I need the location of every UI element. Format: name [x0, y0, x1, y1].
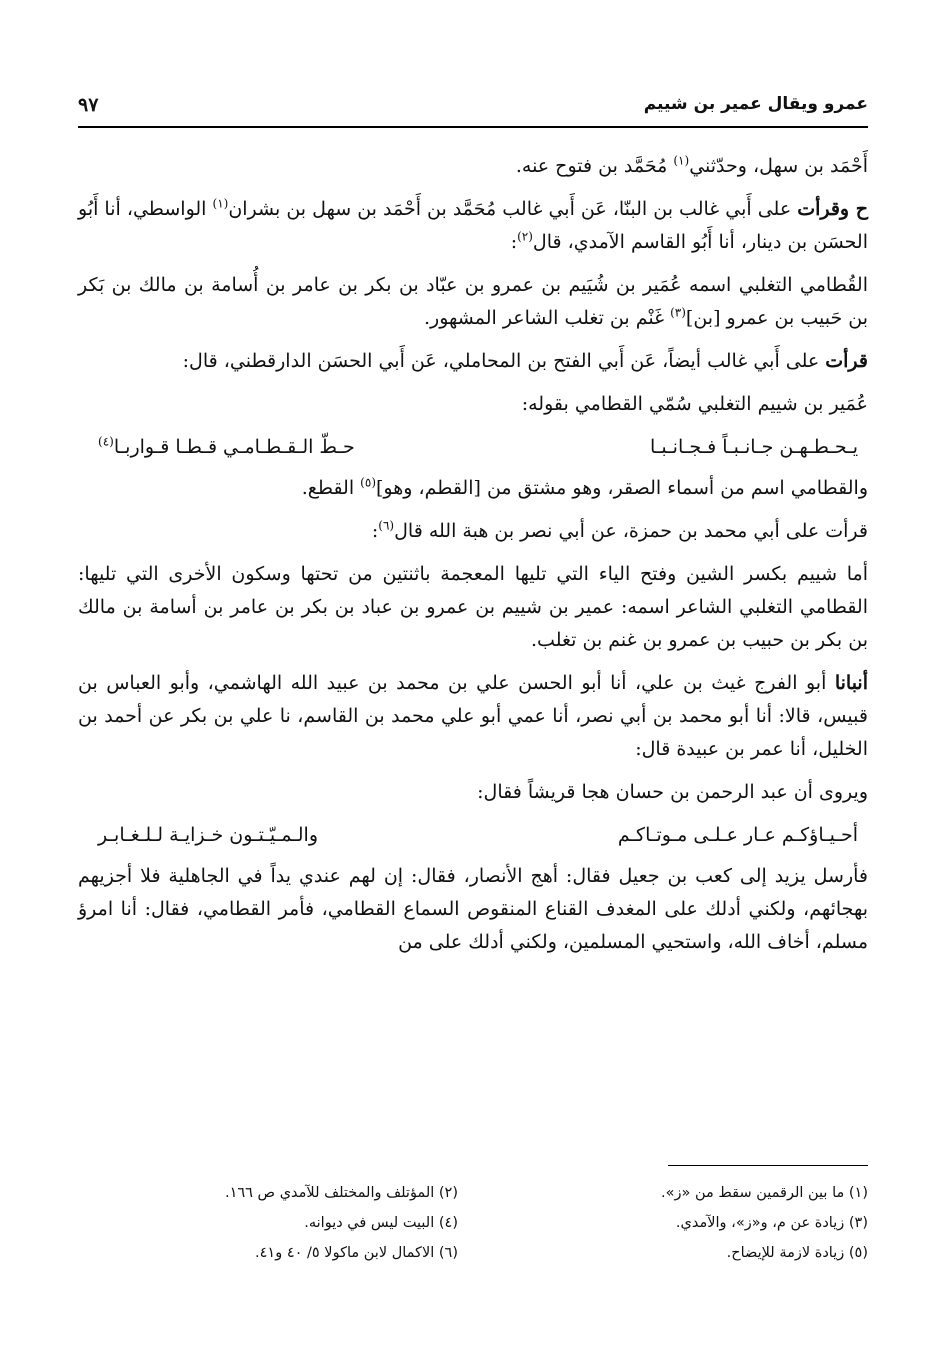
footnote-divider: [668, 1165, 868, 1166]
paragraph-6: والقطامي اسم من أسماء الصقر، وهو مشتق من [القطم، وهو]$^{(٥)}$ القطع.: [301, 475, 868, 499]
footnote-ref: (١): [212, 196, 229, 211]
paragraph-8: أما شييم بكسر الشين وفتح الياء التي تليها المعجمة باثنتين من تحتها وسكون الأخرى التي تليها: القطامي التغلبي الشاعر اسمه: عمير بن شييم بن عمرو بن عباد بن بكر بن عامر بن أسامة بن مالك بن بكر بن حبيب بن عمرو بن غنم بن تغلب.: [78, 563, 868, 651]
footnote-5: (٥) زيادة لازمة للإيضاح.: [726, 1245, 868, 1261]
paragraph-2: ح وقرأت على أَبي غالب بن البنّا، عَن أَبي غالب مُحَمَّد بن أَحْمَد بن سهل بن بشران$^{(١)}$ الواسطي، أنا أَبُو الحسَن بن دينار، أنا أَبُو القاسم الآمدي، قال$^{(٢)}$:: [78, 196, 868, 253]
footnote-ref: (٦): [378, 518, 395, 533]
paragraph-7: قرأت على أبي محمد بن حمزة، عن أبي نصر بن هبة الله قال$^{(٦)}$:: [371, 518, 868, 542]
running-title: عمرو ويقال عمير بن شييم: [643, 94, 868, 114]
footnote-ref: (٢): [517, 229, 533, 244]
verse-second-hemistich: والـمـيّـتـون خـزايـة لـلـغـابـر: [98, 824, 318, 846]
verse-first-hemistich: أحـيـاؤكـم عـار عـلـى مـوتـاكـم: [617, 824, 858, 846]
verse-first-hemistich: يـحـطـهـن جـانـبـاً فـجـانـبـا: [650, 436, 858, 458]
verse-2: [78, 819, 868, 852]
footnote-2: (٢) المؤتلف والمختلف للآمدي ص ١٦٦.: [224, 1185, 458, 1201]
paragraph-10: ويروى أن عبد الرحمن بن حسان هجا قريشاً فقال:: [477, 781, 868, 803]
footnote-ref: (١): [673, 153, 690, 168]
paragraph-9: أنبانا أبو الفرج غيث بن علي، أنا أبو الحسن علي بن محمد بن عبيد الله الهاشمي، وأبو العباس بن قبيس، قالا: أنا أبو محمد بن أبي نصر، أنا عمي أبو علي محمد بن القاسم، نا علي بن بكر عن أحمد بن الخليل، أنا عمر بن عبيدة قال:: [78, 672, 868, 760]
verse-1: [78, 431, 868, 464]
footnote-ref: (٣): [670, 305, 686, 320]
paragraph-11: فأرسل يزيد إلى كعب بن جعيل فقال: أهج الأنصار، فقال: إن لهم عندي يداً في الجاهلية فلا أجزيهم بهجائهم، ولكني أدلك على المغدف القناع المنقوص السماع القطامي، فأمر القطامي، فقال: أنا امرؤ مسلم، أخاف الله، واستحيي المسلمين، ولكني أدلك على من: [78, 865, 868, 953]
paragraph-3: القُطامي التغلبي اسمه عُمَير بن شُيَيم بن عمرو بن عبّاد بن بكر بن عامر بن أُسامة بن مالك بن بَكر بن حَبيب بن عمرو [بن]$^{(٣)}$ غَنْم بن تغلب الشاعر المشهور.: [78, 274, 868, 329]
paragraph-1: أَحْمَد بن سهل، وحدّثني$^{(١)}$ مُحَمَّد بن فتوح عنه.: [515, 153, 868, 177]
paragraph-5: عُمَير بن شييم التغلبي سُمّي القطامي بقوله:: [521, 393, 868, 415]
footnote-1: (١) ما بين الرقمين سقط من «ز».: [661, 1185, 868, 1201]
main-text: [78, 150, 868, 969]
footnote-4: (٤) البيت ليس في ديوانه.: [304, 1215, 458, 1231]
footnote-ref: (٤): [98, 434, 114, 449]
paragraph-4: قرأت على أَبي غالب أيضاً، عَن أَبي الفتح بن المحاملي، عَن أَبي الحسَن الدارقطني، قال:: [182, 350, 868, 372]
footnote-3: (٣) زيادة عن م، و«ز»، والآمدي.: [675, 1215, 868, 1231]
page-header: [78, 92, 868, 128]
verse-second-hemistich: حـطّ الـقـطـامـي قـطـا قـواربـا$^{(٤)}$: [98, 434, 355, 458]
page-number: ٩٧: [78, 94, 99, 116]
footnote-ref: (٥): [360, 475, 376, 490]
paragraph-lead: قرأت: [825, 350, 868, 372]
paragraph-lead: أنبانا: [834, 672, 868, 694]
footnotes: [78, 1178, 868, 1268]
footnote-6: (٦) الاكمال لابن ماكولا ٥/ ٤٠ و٤١.: [255, 1245, 458, 1261]
paragraph-lead: ح وقرأت: [797, 198, 868, 220]
